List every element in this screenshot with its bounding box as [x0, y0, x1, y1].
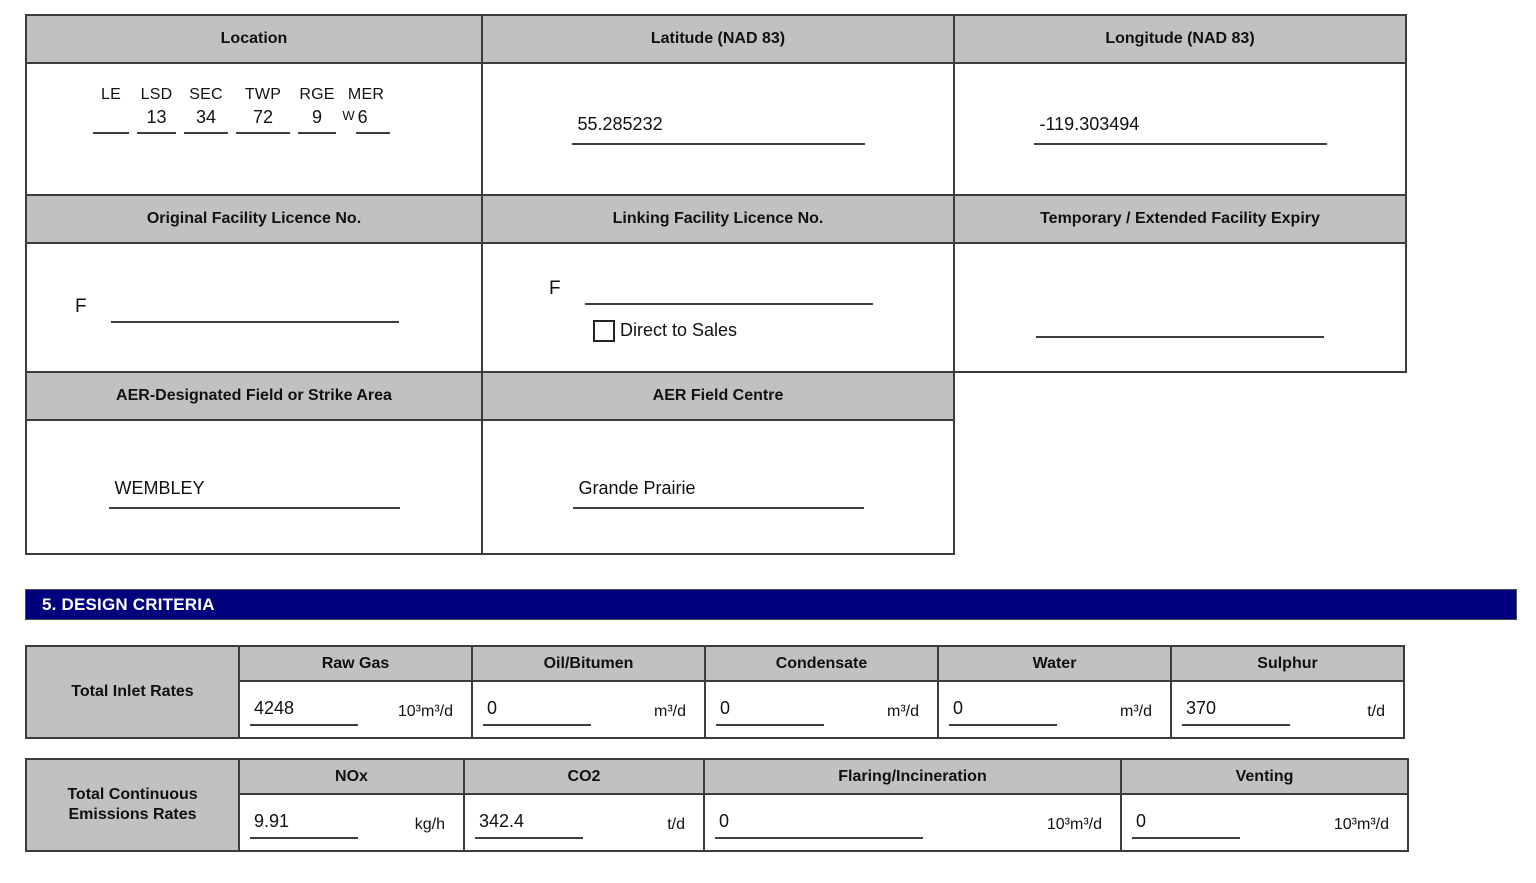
- original-licence-row: [75, 292, 399, 323]
- sulphur-cell: [1172, 682, 1403, 737]
- nox-field[interactable]: 9.91: [250, 811, 358, 839]
- condensate-field[interactable]: 0: [716, 698, 824, 726]
- condensate-header: Condensate: [706, 647, 937, 680]
- emissions-rates-label: [27, 760, 238, 850]
- raw-gas-unit: 10³m³/d: [397, 702, 453, 720]
- flaring-incineration-header: Flaring/Incineration: [705, 760, 1120, 793]
- latitude-header: Latitude (NAD 83): [483, 16, 953, 62]
- venting-cell: [1122, 795, 1407, 850]
- latitude-field[interactable]: 55.285232: [572, 114, 865, 145]
- location-licence-table: [25, 14, 1407, 373]
- nox-unit: kg/h: [414, 815, 445, 833]
- raw-gas-field[interactable]: 4248: [250, 698, 358, 726]
- co2-field[interactable]: 342.4: [475, 811, 583, 839]
- field-centre-header: AER Field Centre: [483, 373, 953, 419]
- sec-field[interactable]: 34: [184, 107, 228, 134]
- expiry-cell: [955, 244, 1405, 371]
- emissions-rates-label-line2: Emissions Rates: [68, 806, 197, 823]
- location-header: Location: [27, 16, 481, 62]
- flaring-incineration-field[interactable]: 0: [715, 811, 923, 839]
- loc-field-group-lsd: [133, 86, 180, 134]
- mer-value: 6: [356, 107, 390, 134]
- loc-field-group-sec: [180, 86, 232, 134]
- linking-licence-prefix: F: [549, 277, 561, 299]
- condensate-cell: [706, 682, 937, 737]
- field-centre-cell: [483, 421, 953, 553]
- loc-field-group-le: [89, 86, 133, 134]
- venting-header: Venting: [1122, 760, 1407, 793]
- field-area-table: [25, 371, 955, 555]
- original-licence-header: Original Facility Licence No.: [27, 196, 481, 242]
- sulphur-header: Sulphur: [1172, 647, 1403, 680]
- condensate-unit: m³/d: [887, 702, 919, 720]
- original-licence-prefix: F: [75, 296, 87, 317]
- sulphur-unit: t/d: [1367, 702, 1385, 720]
- longitude-cell: [955, 64, 1405, 194]
- le-field[interactable]: [93, 107, 129, 134]
- field-area-field[interactable]: WEMBLEY: [109, 478, 400, 509]
- latitude-cell: [483, 64, 953, 194]
- original-licence-field[interactable]: [111, 292, 399, 323]
- direct-to-sales-row: [593, 320, 953, 342]
- dls-location-grid: [89, 86, 481, 134]
- venting-field[interactable]: 0: [1132, 811, 1240, 839]
- water-cell: [939, 682, 1170, 737]
- raw-gas-header: Raw Gas: [240, 647, 471, 680]
- rge-field[interactable]: 9: [298, 107, 336, 134]
- linking-licence-cell: [483, 244, 953, 371]
- co2-header: CO2: [465, 760, 703, 793]
- le-label: LE: [101, 86, 121, 103]
- mer-label: MER: [347, 86, 385, 103]
- emissions-rates-table: [25, 758, 1409, 852]
- expiry-field[interactable]: [1036, 307, 1324, 338]
- direct-to-sales-checkbox[interactable]: [593, 320, 615, 342]
- nox-cell: [240, 795, 463, 850]
- water-header: Water: [939, 647, 1170, 680]
- longitude-header: Longitude (NAD 83): [955, 16, 1405, 62]
- rge-label: RGE: [299, 86, 335, 103]
- lsd-field[interactable]: 13: [137, 107, 176, 134]
- raw-gas-cell: [240, 682, 471, 737]
- water-unit: m³/d: [1120, 702, 1152, 720]
- oil-bitumen-cell: [473, 682, 704, 737]
- field-area-cell: [27, 421, 481, 553]
- section-header-design-criteria: 5. DESIGN CRITERIA: [25, 589, 1517, 620]
- oil-bitumen-unit: m³/d: [654, 702, 686, 720]
- original-licence-cell: [27, 244, 481, 371]
- oil-bitumen-header: Oil/Bitumen: [473, 647, 704, 680]
- linking-licence-field[interactable]: [585, 274, 873, 305]
- mer-west-prefix: W: [342, 108, 355, 123]
- flaring-incineration-unit: 10³m³/d: [1046, 815, 1102, 833]
- expiry-header: Temporary / Extended Facility Expiry: [955, 196, 1405, 242]
- linking-licence-header: Linking Facility Licence No.: [483, 196, 953, 242]
- field-centre-field[interactable]: Grande Prairie: [573, 478, 864, 509]
- longitude-field[interactable]: -119.303494: [1034, 114, 1327, 145]
- sec-label: SEC: [189, 86, 223, 103]
- loc-field-group-mer: [340, 86, 392, 134]
- co2-cell: [465, 795, 703, 850]
- linking-licence-row: [549, 274, 953, 305]
- direct-to-sales-label: Direct to Sales: [620, 320, 738, 340]
- lsd-label: LSD: [140, 86, 173, 103]
- flaring-incineration-cell: [705, 795, 1120, 850]
- location-cell: [27, 64, 481, 194]
- sulphur-field[interactable]: 370: [1182, 698, 1290, 726]
- oil-bitumen-field[interactable]: 0: [483, 698, 591, 726]
- loc-field-group-twp: [232, 86, 294, 134]
- inlet-rates-label: Total Inlet Rates: [27, 647, 238, 737]
- twp-label: TWP: [244, 86, 282, 103]
- loc-field-group-rge: [294, 86, 340, 134]
- nox-header: NOx: [240, 760, 463, 793]
- twp-field[interactable]: 72: [236, 107, 290, 134]
- field-area-header: AER-Designated Field or Strike Area: [27, 373, 481, 419]
- venting-unit: 10³m³/d: [1333, 815, 1389, 833]
- emissions-rates-label-line1: Total Continuous: [67, 786, 198, 803]
- co2-unit: t/d: [667, 815, 685, 833]
- water-field[interactable]: 0: [949, 698, 1057, 726]
- inlet-rates-table: [25, 645, 1405, 739]
- mer-field[interactable]: [340, 107, 392, 134]
